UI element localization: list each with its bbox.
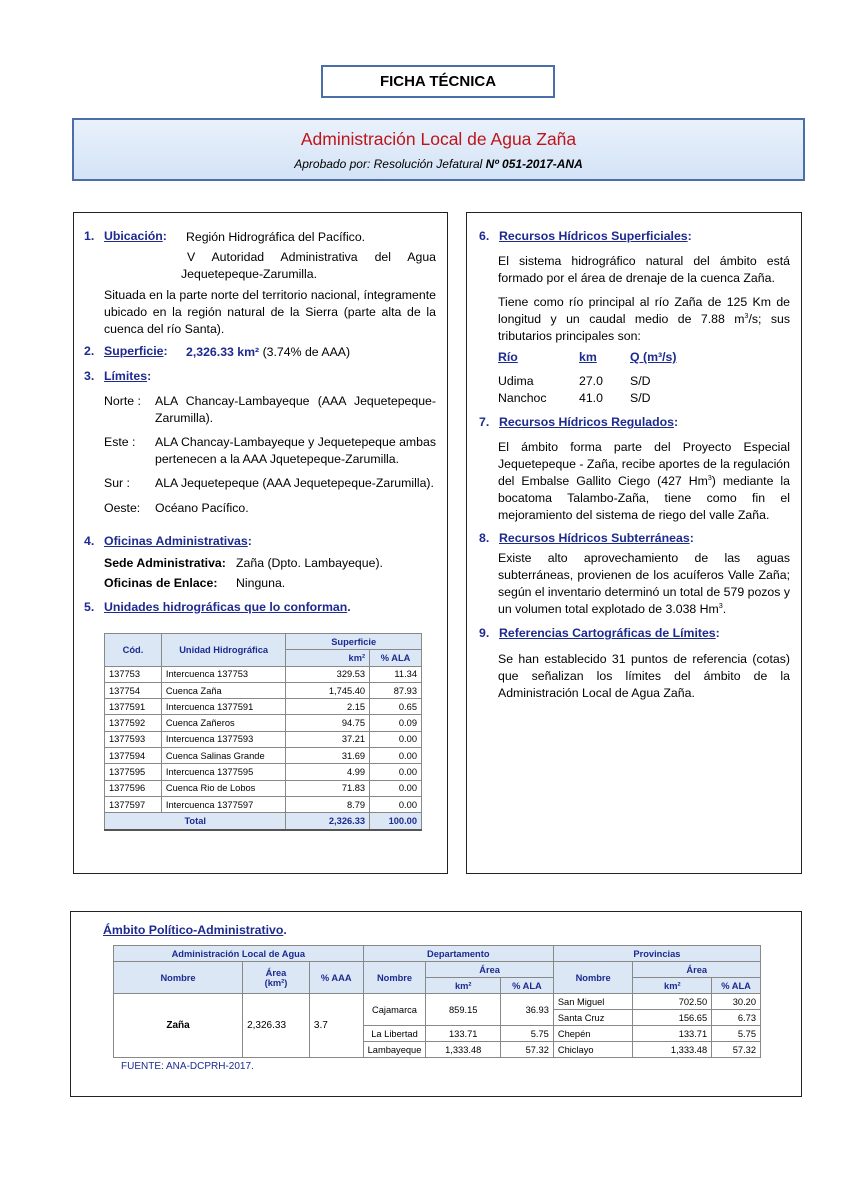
table-row (105, 748, 422, 764)
prov-km2: 133.71 (633, 1026, 712, 1042)
cell-unidad: Intercuenca 137753 (161, 666, 286, 682)
ambito-heading: Ámbito Político-Administrativo. (103, 923, 287, 937)
section-oficinas-heading: 4. Oficinas Administrativas: (84, 534, 252, 548)
river-name: Nanchoc (498, 391, 547, 405)
section-regulados-heading: 7. Recursos Hídricos Regulados: (479, 415, 679, 429)
cell-cod: 1377597 (105, 796, 162, 812)
section-referencias-heading: 9. Referencias Cartográficas de Límites: (479, 626, 720, 640)
approval-prefix: Aprobado por: Resolución Jefatural (294, 157, 486, 171)
dep-pct: 5.75 (501, 1026, 554, 1042)
rivers-header-rio: Río (498, 350, 518, 364)
cell-pct: 87.93 (370, 682, 422, 698)
dep-nombre: Lambayeque (363, 1042, 426, 1058)
superficiales-p2: Tiene como río principal al río Zaña de 125 Km de longitud y un caudal medio de 7.88 $m^3/s$; sus tributarios principales son: (498, 295, 790, 343)
cell-pct: 0.00 (370, 796, 422, 812)
table-row (105, 796, 422, 812)
ambito-table (113, 945, 761, 1058)
ubicacion-autoridad: V Autoridad Administrativa del Agua Jequetepeque-Zarumilla. (181, 250, 436, 281)
cell-unidad: Intercuenca 1377597 (161, 796, 286, 812)
river-name: Udima (498, 374, 534, 388)
river-km: 27.0 (579, 374, 603, 388)
header-cod: Cód. (105, 634, 162, 667)
approval-line (74, 157, 803, 171)
header-ala-nombre: Nombre (114, 962, 243, 994)
section-ubicacion-heading: 1. Ubicación: (84, 229, 167, 243)
header-ala: Administración Local de Agua (114, 946, 364, 962)
header-dep-pct: % ALA (501, 978, 554, 994)
cell-km2: 2.15 (286, 699, 370, 715)
prov-pct: 5.75 (712, 1026, 761, 1042)
cell-km2: 37.21 (286, 731, 370, 747)
prov-nombre: San Miguel (553, 994, 633, 1010)
prov-nombre: Chiclayo (553, 1042, 633, 1058)
cell-unidad: Intercuenca 1377595 (161, 764, 286, 780)
rivers-header-km: km (579, 350, 597, 364)
cell-unidad: Cuenca Rio de Lobos (161, 780, 286, 796)
table-total-row (105, 813, 422, 830)
cell-cod: 1377595 (105, 764, 162, 780)
table-row (105, 731, 422, 747)
dep-pct: 57.32 (501, 1042, 554, 1058)
cell-unidad: Cuenca Salinas Grande (161, 748, 286, 764)
limite-este-text: ALA Chancay-Lambayeque y Jequetepeque ambas pertenecen a la AAA Jquetepeque-Zarumilla. (155, 435, 436, 466)
cell-km2: 31.69 (286, 748, 370, 764)
cell-km2: 329.53 (286, 666, 370, 682)
header-prov-area: Área (633, 962, 761, 978)
cell-km2: 94.75 (286, 715, 370, 731)
dep-pct: 36.93 (501, 994, 554, 1026)
prov-pct: 30.20 (712, 994, 761, 1010)
cell-km2: 4.99 (286, 764, 370, 780)
header-superficie: Superficie (286, 634, 422, 650)
prov-km2: 1,333.48 (633, 1042, 712, 1058)
limite-norte-text: ALA Chancay-Lambayeque (AAA Jequetepeque-Zarumilla). (155, 394, 436, 425)
limite-norte-dir: Norte : (104, 394, 141, 408)
section-limites-heading: 3. Límites: (84, 369, 152, 383)
referencias-text: Se han establecido 31 puntos de referencia (cotas) que señalizan los límites del ámbito de la Administración Local de Agua Zaña. (498, 652, 790, 700)
cell-unidad: Cuenca Zaña (161, 682, 286, 698)
table-row (105, 764, 422, 780)
ala-nombre: Zaña (114, 994, 243, 1058)
cell-pct: 0.00 (370, 748, 422, 764)
cell-pct: 11.34 (370, 666, 422, 682)
limite-sur-dir: Sur : (104, 476, 130, 490)
header-pct: % ALA (370, 650, 422, 666)
limite-este-dir: Este : (104, 435, 136, 449)
river-q: S/D (630, 374, 651, 388)
cell-cod: 137754 (105, 682, 162, 698)
cell-unidad: Intercuenca 1377593 (161, 731, 286, 747)
table-header-row (114, 946, 761, 962)
dep-nombre: La Libertad (363, 1026, 426, 1042)
rivers-header-q: Q (m³/s) (630, 350, 677, 364)
section-subterraneos-heading: 8. Recursos Hídricos Subterráneas: (479, 531, 694, 545)
cell-pct: 0.09 (370, 715, 422, 731)
title-banner (72, 118, 805, 181)
header-prov-nombre: Nombre (553, 962, 633, 994)
unidades-table (104, 633, 422, 831)
table-row (105, 699, 422, 715)
header-prov-pct: % ALA (712, 978, 761, 994)
header-dep-km2: km² (426, 978, 501, 994)
cell-cod: 1377594 (105, 748, 162, 764)
header-dep-nombre: Nombre (363, 962, 426, 994)
header-departamento: Departamento (363, 946, 553, 962)
source-note: FUENTE: ANA-DCPRH-2017. (121, 1061, 254, 1072)
table-row (114, 994, 761, 1010)
approval-code: Nº 051-2017-ANA (485, 157, 583, 171)
cell-pct: 0.00 (370, 731, 422, 747)
ubicacion-region: Región Hidrográfica del Pacífico. (186, 230, 366, 244)
cell-km2: 71.83 (286, 780, 370, 796)
river-km: 41.0 (579, 391, 603, 405)
table-row (105, 780, 422, 796)
ubicacion-paragraph: Situada en la parte norte del territorio nacional, íntegramente ubicado en la región natural de la Sierra (parte alta de la cuenca del río Santa). (104, 288, 436, 336)
cell-pct: 0.65 (370, 699, 422, 715)
regulados-text: El ámbito forma parte del Proyecto Especial Jequetepeque - Zaña, recibe aportes de la regulación del Embalse Gallito Ciego (427 Hm$^3$) mediante la bocatoma Talambo-Zaña, tiene como fin el mejoramiento del sistema de riego del valle Zaña. (498, 440, 790, 522)
enlace-value: Ninguna. (236, 576, 286, 590)
cell-cod: 1377592 (105, 715, 162, 731)
cell-pct: 0.00 (370, 780, 422, 796)
section-superficie-heading: 2. Superficie: (84, 344, 168, 358)
total-km2: 2,326.33 (286, 813, 370, 830)
table-header-row (114, 962, 761, 978)
superficie-value: 2,326.33 km² (3.74% de AAA) (186, 345, 351, 359)
header-provincias: Provincias (553, 946, 760, 962)
ala-area: 2,326.33 (243, 994, 310, 1058)
header-ala-area: Área (km²) (243, 962, 310, 994)
cell-km2: 8.79 (286, 796, 370, 812)
header-prov-km2: km² (633, 978, 712, 994)
section-superficiales-heading: 6. Recursos Hídricos Superficiales: (479, 229, 692, 243)
prov-km2: 156.65 (633, 1010, 712, 1026)
header-unidad: Unidad Hidrográfica (161, 634, 286, 667)
cell-cod: 1377593 (105, 731, 162, 747)
header-ala-pct: % AAA (309, 962, 363, 994)
prov-km2: 702.50 (633, 994, 712, 1010)
cell-pct: 0.00 (370, 764, 422, 780)
cell-cod: 1377596 (105, 780, 162, 796)
cell-unidad: Intercuenca 1377591 (161, 699, 286, 715)
section-unidades-heading: 5. Unidades hidrográficas que lo conforman. (84, 600, 351, 614)
total-label: Total (105, 813, 286, 830)
header-dep-area: Área (426, 962, 553, 978)
doc-title: FICHA TÉCNICA (321, 65, 555, 98)
prov-nombre: Santa Cruz (553, 1010, 633, 1026)
ala-pct: 3.7 (309, 994, 363, 1058)
cell-cod: 137753 (105, 666, 162, 682)
dep-nombre: Cajamarca (363, 994, 426, 1026)
sede-value: Zaña (Dpto. Lambayeque). (236, 556, 383, 570)
header-km2: km² (286, 650, 370, 666)
total-pct: 100.00 (370, 813, 422, 830)
prov-pct: 57.32 (712, 1042, 761, 1058)
sede-label: Sede Administrativa: (104, 556, 226, 570)
subterraneos-text: Existe alto aprovechamiento de las aguas subterráneas, provienen de los acuíferos Valle Zaña; según el inventario determinó un total de 579 pozos y un volumen total explotado de 3.038 Hm$^3$. (498, 551, 790, 616)
limite-oeste-dir: Oeste: (104, 501, 141, 515)
table-row (105, 715, 422, 731)
cell-unidad: Cuenca Zañeros (161, 715, 286, 731)
dep-km2: 133.71 (426, 1026, 501, 1042)
org-name: Administración Local de Agua Zaña (300, 129, 577, 149)
enlace-label: Oficinas de Enlace: (104, 576, 218, 590)
dep-km2: 859.15 (426, 994, 501, 1026)
limite-sur-text: ALA Jequetepeque (AAA Jequetepeque-Zarumilla). (155, 476, 434, 490)
table-header-row (105, 634, 422, 650)
table-row (105, 666, 422, 682)
dep-km2: 1,333.48 (426, 1042, 501, 1058)
cell-km2: 1,745.40 (286, 682, 370, 698)
table-row (105, 682, 422, 698)
cell-cod: 1377591 (105, 699, 162, 715)
prov-nombre: Chepén (553, 1026, 633, 1042)
limite-oeste-text: Océano Pacífico. (155, 501, 249, 515)
prov-pct: 6.73 (712, 1010, 761, 1026)
river-q: S/D (630, 391, 651, 405)
superficiales-p1: El sistema hidrográfico natural del ámbito está formado por el área de drenaje de la cuenca Zaña. (498, 254, 790, 285)
